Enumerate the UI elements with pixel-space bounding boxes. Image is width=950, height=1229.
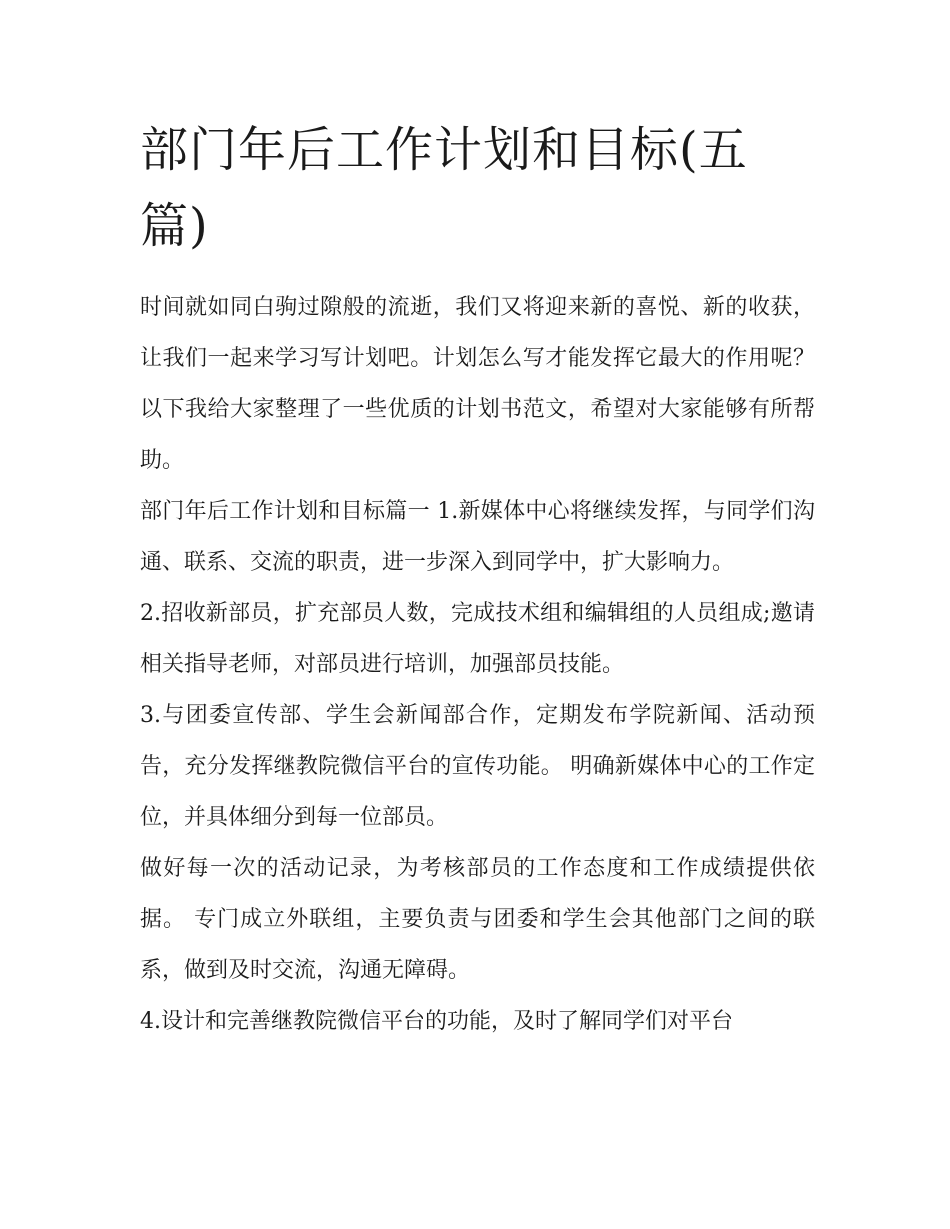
paragraph-intro: 时间就如同白驹过隙般的流逝，我们又将迎来新的喜悦、新的收获，让我们一起来学习写计划吧。计划怎么写才能发挥它最大的作用呢？以下我给大家整理了一些优质的计划书范文，希望对大家能够有所帮助。	[140, 295, 815, 473]
paragraph-4: 做好每一次的活动记录，为考核部员的工作态度和工作成绩提供依据。 专门成立外联组，主要负责与团委和学生会其他部门之间的联系，做到及时交流，沟通无障碍。	[140, 856, 815, 983]
paragraph-1: 部门年后工作计划和目标篇一 1.新媒体中心将继续发挥，与同学们沟通、联系、交流的职责，进一步深入到同学中，扩大影响力。	[140, 499, 815, 575]
paragraph-2: 2.招收新部员，扩充部员人数，完成技术组和编辑组的人员组成;邀请相关指导老师，对部员进行培训，加强部员技能。	[140, 601, 815, 677]
paragraph-5: 4.设计和完善继教院微信平台的功能，及时了解同学们对平台	[140, 1009, 733, 1034]
paragraph-3: 3.与团委宣传部、学生会新闻部合作，定期发布学院新闻、活动预告，充分发挥继教院微信平台的宣传功能。 明确新媒体中心的工作定位，并具体细分到每一位部员。	[140, 703, 815, 830]
document-page	[140, 112, 815, 1047]
document-title: 部门年后工作计划和目标(五篇)	[140, 122, 748, 254]
